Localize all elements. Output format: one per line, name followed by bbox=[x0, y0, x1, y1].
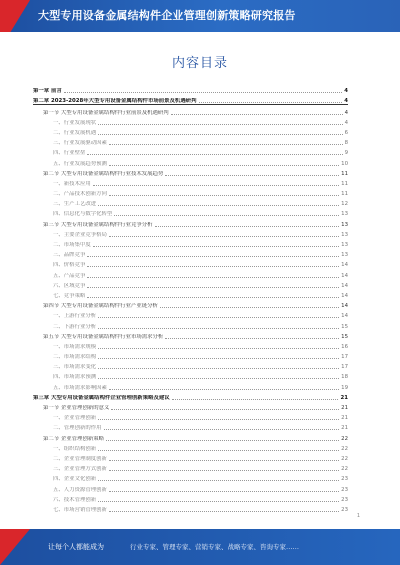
toc-entry-title: 一、新技术应用 bbox=[53, 180, 91, 187]
toc-entry-title: 三、企业管理方式创新 bbox=[53, 466, 107, 473]
toc-entry-title: 一、企业管理创新 bbox=[53, 415, 97, 422]
toc-leader-dots bbox=[87, 277, 339, 278]
toc-entry-page: 22 bbox=[341, 445, 348, 452]
toc-entry[interactable] bbox=[33, 248, 348, 258]
toc-leader-dots bbox=[98, 368, 339, 369]
toc-entry-title: 第一节 大型专用设备金属结构件行业前景及机遇研判 bbox=[43, 109, 169, 116]
toc-entry-page: 23 bbox=[341, 496, 348, 503]
toc-entry-page: 19 bbox=[341, 384, 348, 391]
toc-entry[interactable] bbox=[33, 421, 348, 431]
toc-entry[interactable] bbox=[33, 228, 348, 238]
toc-entry[interactable] bbox=[33, 330, 348, 340]
toc-entry-page: 11 bbox=[341, 170, 348, 177]
toc-entry-title: 二、产品技术创新方向 bbox=[53, 191, 107, 198]
toc-entry-title: 五、行业发展趋势预测 bbox=[53, 160, 107, 167]
toc-entry-page: 13 bbox=[341, 242, 348, 248]
toc-entry[interactable] bbox=[33, 217, 348, 227]
toc-entry-title: 六、技术管理创新 bbox=[53, 496, 97, 503]
toc-entry-page: 14 bbox=[341, 262, 348, 269]
toc-entry-title: 第一节 企业管理创新的意义 bbox=[43, 405, 110, 411]
toc-entry[interactable] bbox=[33, 340, 348, 350]
toc-leader-dots bbox=[98, 124, 342, 125]
toc-entry-page: 6 bbox=[344, 129, 348, 136]
toc-entry-title: 四、信息化与数字化转型 bbox=[53, 211, 113, 218]
toc-leader-dots bbox=[172, 399, 339, 400]
toc-entry[interactable] bbox=[33, 411, 348, 421]
toc-entry-page: 14 bbox=[341, 292, 348, 299]
toc-entry[interactable] bbox=[33, 156, 348, 166]
toc-entry-title: 三、市场需求变化 bbox=[53, 364, 97, 371]
toc-entry-page: 15 bbox=[341, 323, 348, 330]
toc-entry[interactable] bbox=[33, 442, 348, 452]
toc-entry[interactable] bbox=[33, 350, 348, 360]
toc-leader-dots bbox=[98, 480, 339, 481]
toc-entry-title: 一、市场需求规模 bbox=[53, 343, 97, 350]
toc-entry-page: 4 bbox=[344, 88, 348, 95]
toc-leader-dots bbox=[98, 358, 339, 359]
toc-entry-title: 三、品牌竞争 bbox=[53, 252, 86, 259]
red-accent-shape bbox=[0, 0, 30, 32]
toc-entry-page: 9 bbox=[344, 150, 348, 157]
toc-leader-dots bbox=[155, 226, 340, 227]
table-of-contents bbox=[33, 84, 348, 513]
toc-entry[interactable] bbox=[33, 197, 348, 207]
toc-entry-page: 4 bbox=[344, 119, 348, 126]
toc-entry-page: 21 bbox=[341, 425, 348, 432]
toc-entry-page: 22 bbox=[341, 455, 348, 462]
toc-entry-page: 23 bbox=[341, 476, 348, 483]
toc-entry[interactable] bbox=[33, 401, 348, 411]
toc-leader-dots bbox=[109, 491, 339, 492]
toc-entry[interactable] bbox=[33, 167, 348, 177]
toc-entry-title: 四、企业文化创新 bbox=[53, 476, 97, 483]
toc-entry[interactable] bbox=[33, 299, 348, 309]
toc-entry[interactable] bbox=[33, 279, 348, 289]
toc-entry[interactable] bbox=[33, 289, 348, 299]
toc-entry-title: 一、主要企业竞争格局 bbox=[53, 231, 107, 238]
toc-leader-dots bbox=[111, 409, 339, 410]
toc-leader-dots bbox=[98, 134, 342, 135]
page-number: 1 bbox=[356, 513, 360, 519]
toc-entry-page: 14 bbox=[341, 303, 348, 310]
toc-entry-page: 14 bbox=[341, 282, 348, 289]
toc-entry-page: 16 bbox=[341, 343, 348, 350]
toc-entry-page: 15 bbox=[341, 333, 348, 340]
toc-leader-dots bbox=[199, 102, 343, 103]
toc-entry-page: 17 bbox=[341, 354, 348, 361]
toc-heading: 内容目录 bbox=[171, 56, 228, 71]
toc-leader-dots bbox=[98, 317, 339, 318]
toc-entry-page: 22 bbox=[341, 435, 348, 442]
toc-entry[interactable] bbox=[33, 452, 348, 462]
toc-entry-page: 11 bbox=[341, 191, 348, 198]
toc-entry[interactable] bbox=[33, 462, 348, 472]
toc-entry-title: 第四节 大型专用设备金属结构件行业产业链分析 bbox=[43, 303, 158, 310]
toc-leader-dots bbox=[98, 378, 339, 379]
toc-entry-title: 第二章 2023-2028年大型专用设备金属结构件市场前景及机遇研判 bbox=[33, 98, 197, 105]
toc-entry-title: 二、企业管理制度创新 bbox=[53, 455, 107, 462]
toc-entry[interactable] bbox=[33, 177, 348, 187]
toc-entry-page: 12 bbox=[341, 201, 348, 208]
toc-entry-page: 14 bbox=[341, 313, 348, 320]
toc-entry-title: 第二节 大型专用设备金属结构件行业技术发展趋势 bbox=[43, 170, 164, 177]
toc-leader-dots bbox=[171, 114, 343, 115]
toc-entry[interactable] bbox=[33, 360, 348, 370]
toc-entry-page: 23 bbox=[341, 506, 348, 513]
toc-leader-dots bbox=[98, 419, 339, 420]
footer-tagline: 行业专家、管理专家、营销专家、战略专家、咨询专家…… bbox=[130, 543, 299, 551]
toc-entry-page: 13 bbox=[341, 231, 348, 238]
toc-entry[interactable] bbox=[33, 116, 348, 126]
toc-entry-page: 11 bbox=[341, 180, 348, 187]
toc-entry[interactable] bbox=[33, 268, 348, 278]
toc-entry-title: 一、行业发展现状 bbox=[53, 119, 97, 126]
toc-leader-dots bbox=[93, 246, 339, 247]
toc-leader-dots bbox=[160, 307, 339, 308]
toc-entry[interactable] bbox=[33, 207, 348, 217]
toc-leader-dots bbox=[87, 154, 342, 155]
toc-entry-page: 21 bbox=[341, 405, 348, 411]
header-banner bbox=[0, 0, 400, 32]
toc-entry[interactable] bbox=[33, 391, 348, 401]
toc-leader-dots bbox=[106, 440, 339, 441]
toc-leader-dots bbox=[114, 215, 339, 216]
toc-entry-page: 13 bbox=[341, 252, 348, 259]
toc-leader-dots bbox=[98, 348, 339, 349]
toc-entry[interactable] bbox=[33, 431, 348, 441]
toc-entry-title: 五、人力资源管理创新 bbox=[53, 486, 107, 493]
toc-entry-page: 21 bbox=[341, 415, 348, 422]
toc-entry-page: 13 bbox=[341, 211, 348, 218]
toc-entry[interactable] bbox=[33, 380, 348, 390]
toc-entry[interactable] bbox=[33, 187, 348, 197]
toc-entry-title: 二、下游行业分析 bbox=[53, 323, 97, 330]
toc-entry-page: 17 bbox=[341, 364, 348, 371]
toc-leader-dots bbox=[87, 297, 339, 298]
toc-entry[interactable] bbox=[33, 105, 348, 115]
toc-leader-dots bbox=[87, 287, 339, 288]
toc-entry-title: 一、上游行业分析 bbox=[53, 313, 97, 320]
toc-entry[interactable] bbox=[33, 126, 348, 136]
toc-leader-dots bbox=[109, 236, 339, 237]
toc-entry-title: 五、产品竞争 bbox=[53, 272, 86, 279]
toc-leader-dots bbox=[109, 144, 343, 145]
toc-entry[interactable] bbox=[33, 503, 348, 513]
toc-entry-page: 21 bbox=[340, 394, 348, 401]
toc-entry-title: 二、市场集中度 bbox=[53, 242, 91, 248]
toc-entry[interactable] bbox=[33, 309, 348, 319]
toc-entry-title: 三、生产工艺改进 bbox=[53, 201, 97, 208]
toc-leader-dots bbox=[64, 92, 342, 93]
toc-entry[interactable] bbox=[33, 319, 348, 329]
toc-entry-page: 18 bbox=[341, 374, 348, 381]
toc-entry[interactable] bbox=[33, 493, 348, 503]
toc-entry-title: 第五节 大型专用设备金属结构件行业市场需求分析 bbox=[43, 333, 164, 340]
toc-entry-title: 四、行业壁垒 bbox=[53, 150, 86, 157]
toc-entry-page: 10 bbox=[341, 160, 348, 167]
toc-leader-dots bbox=[165, 175, 339, 176]
toc-leader-dots bbox=[109, 195, 339, 196]
toc-entry[interactable] bbox=[33, 146, 348, 156]
toc-entry-title: 四、价格竞争 bbox=[53, 262, 86, 269]
toc-entry-title: 六、区域竞争 bbox=[53, 282, 86, 289]
toc-entry-page: 22 bbox=[341, 466, 348, 473]
toc-leader-dots bbox=[98, 450, 339, 451]
toc-leader-dots bbox=[98, 205, 339, 206]
toc-entry-title: 四、市场需求预测 bbox=[53, 374, 97, 381]
red-accent-shape bbox=[0, 529, 30, 565]
toc-entry[interactable] bbox=[33, 472, 348, 482]
toc-leader-dots bbox=[109, 470, 339, 471]
toc-entry-title: 三、行业发展驱动因素 bbox=[53, 140, 107, 147]
toc-entry-title: 七、竞争策略 bbox=[53, 292, 86, 299]
toc-entry[interactable] bbox=[33, 84, 348, 94]
toc-leader-dots bbox=[98, 328, 339, 329]
toc-entry-page: 13 bbox=[341, 221, 348, 228]
toc-entry-title: 第三节 大型专用设备金属结构件行业竞争分析 bbox=[43, 221, 153, 228]
toc-leader-dots bbox=[109, 165, 339, 166]
toc-entry[interactable] bbox=[33, 482, 348, 492]
toc-entry[interactable] bbox=[33, 370, 348, 380]
toc-entry-page: 14 bbox=[341, 272, 348, 279]
toc-leader-dots bbox=[104, 429, 340, 430]
toc-entry-page: 4 bbox=[344, 109, 348, 116]
toc-entry-page: 8 bbox=[344, 140, 348, 147]
toc-entry-title: 二、管理创新的作用 bbox=[53, 425, 102, 432]
toc-entry-title: 一、组织结构创新 bbox=[53, 445, 97, 452]
footer-banner bbox=[0, 529, 400, 565]
toc-entry[interactable] bbox=[33, 136, 348, 146]
toc-leader-dots bbox=[109, 460, 339, 461]
toc-entry-title: 二、市场需求结构 bbox=[53, 354, 97, 361]
toc-leader-dots bbox=[98, 501, 339, 502]
toc-entry-title: 第三章 大型专用设备金属结构件企业管理创新策略及建议 bbox=[33, 394, 170, 401]
report-title: 大型专用设备金属结构件企业管理创新策略研究报告 bbox=[38, 9, 296, 22]
footer-slogan: 让每个人都能成为 bbox=[48, 543, 104, 551]
toc-leader-dots bbox=[109, 389, 339, 390]
toc-entry-page: 4 bbox=[344, 98, 348, 105]
toc-entry[interactable] bbox=[33, 238, 348, 248]
toc-leader-dots bbox=[87, 266, 339, 267]
toc-entry-title: 二、行业发展机遇 bbox=[53, 129, 97, 136]
toc-entry[interactable] bbox=[33, 94, 348, 105]
toc-leader-dots bbox=[93, 185, 339, 186]
toc-entry-title: 五、市场需求影响因素 bbox=[53, 384, 107, 391]
toc-entry-title: 第一章 前言 bbox=[33, 88, 62, 95]
toc-entry[interactable] bbox=[33, 258, 348, 268]
toc-entry-title: 第二节 企业管理创新策略 bbox=[43, 435, 105, 442]
toc-leader-dots bbox=[87, 256, 339, 257]
toc-leader-dots bbox=[165, 338, 339, 339]
toc-leader-dots bbox=[109, 511, 339, 512]
toc-entry-title: 七、市场营销管理创新 bbox=[53, 506, 107, 513]
toc-entry-page: 23 bbox=[341, 486, 348, 493]
